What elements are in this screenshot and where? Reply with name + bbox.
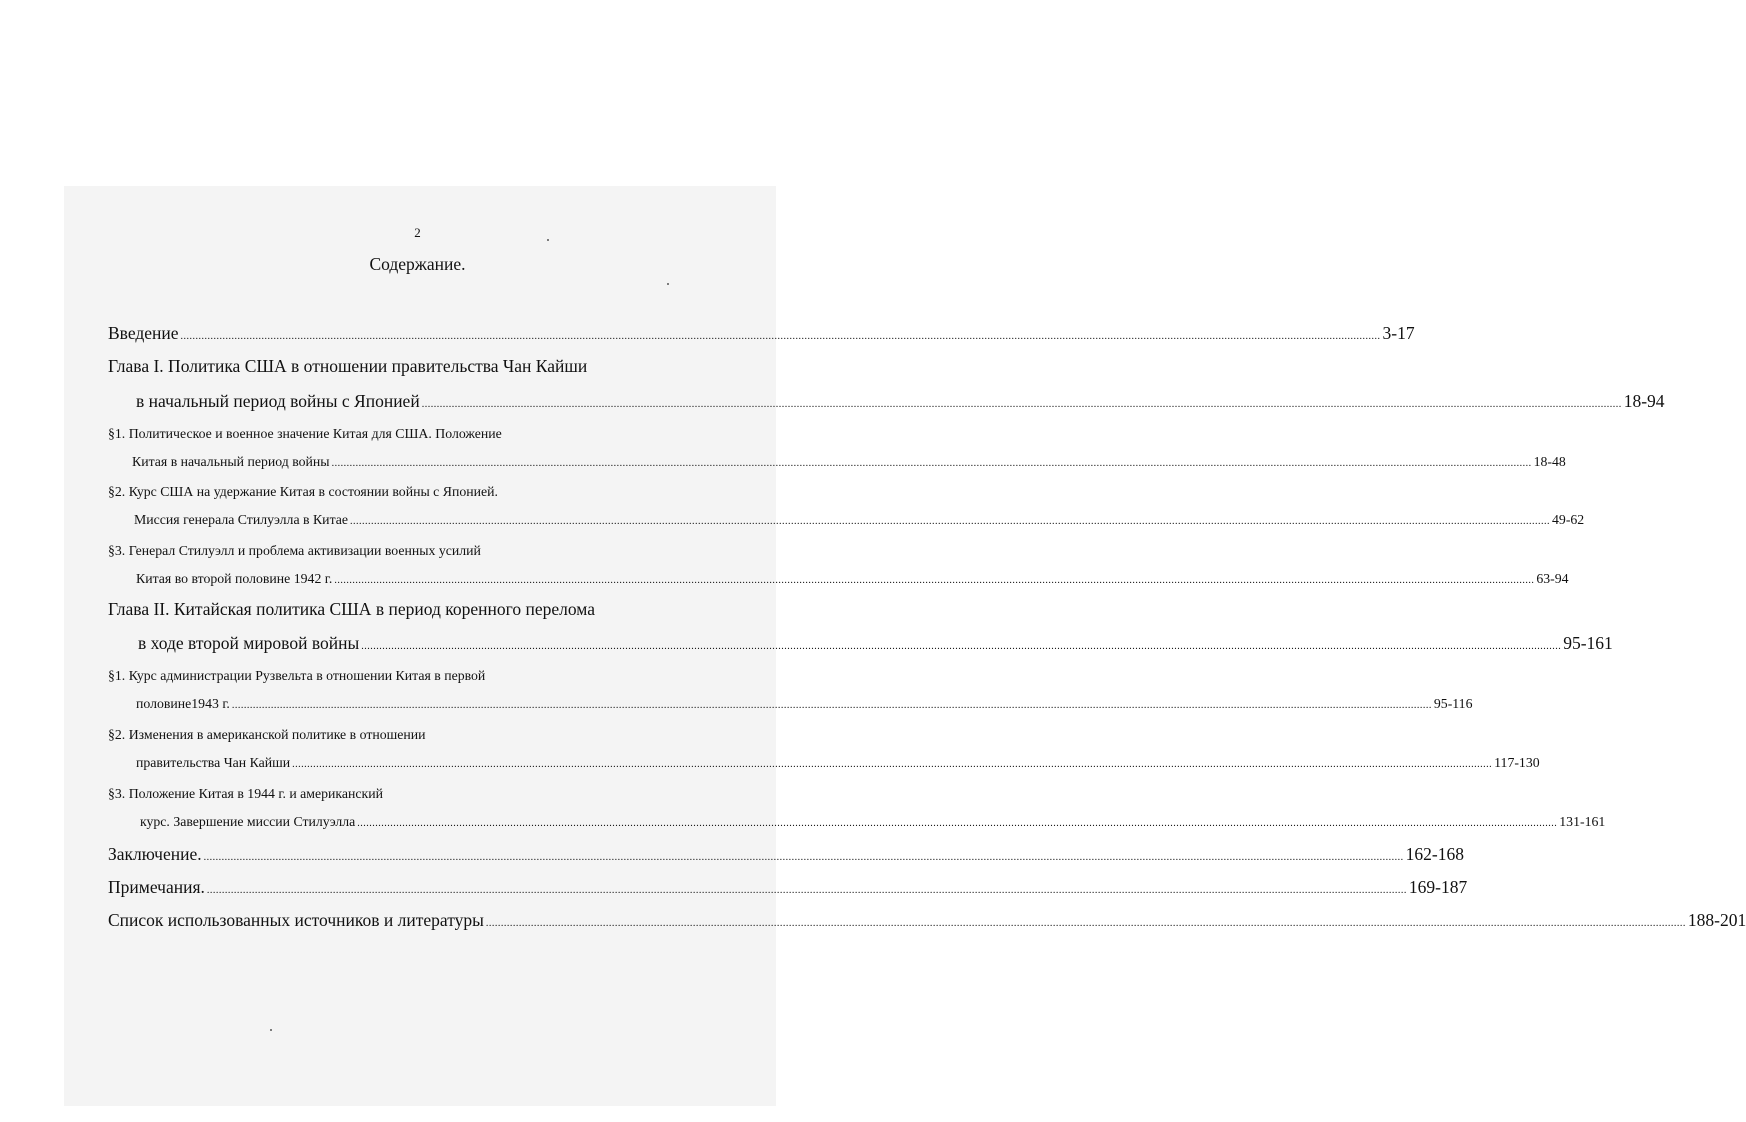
toc-ch1-s2-pages: 49-62: [1552, 512, 1585, 527]
toc-leader-dots: ................................................................................................................................................................................................................................................................................................................................................................................................................: [203, 852, 1404, 863]
toc-intro-text: Введение: [108, 323, 179, 343]
toc-sources-text: Список использованных источников и литературы: [108, 910, 484, 930]
toc-ch1-s1-pages: 18-48: [1533, 454, 1566, 469]
toc-notes-pages: 169-187: [1408, 877, 1468, 897]
toc-conclusion-text: Заключение.: [108, 844, 202, 864]
toc-leader-dots: ................................................................................................................................................................................................................................................................................................................................................................................................................: [485, 918, 1686, 929]
toc-leader-dots: ................................................................................................................................................................................................................................................................................................................................................................................................................: [361, 641, 1562, 652]
toc-ch1-line2: в начальный период войны с Японией: [136, 391, 420, 411]
toc-ch2-s3-pages: 131-161: [1559, 814, 1606, 829]
scan-speck: [270, 1029, 272, 1031]
toc-intro-pages: 3-17: [1382, 323, 1415, 343]
toc-entry-intro: [108, 323, 1415, 344]
toc-ch1-s2-line1: §2. Курс США на удержание Китая в состоянии войны с Японией.: [108, 484, 498, 499]
toc-entry-ch2: [138, 633, 1613, 654]
toc-ch1-s3-pages: 63-94: [1536, 571, 1569, 586]
toc-leader-dots: ................................................................................................................................................................................................................................................................................................................................................................................................................: [331, 458, 1532, 469]
toc-entry-ch1: [136, 391, 1665, 412]
toc-leader-dots: ................................................................................................................................................................................................................................................................................................................................................................................................................: [334, 575, 1535, 586]
toc-ch2-s1-pages: 95-116: [1433, 696, 1473, 711]
toc-entry-conclusion: [108, 844, 1464, 865]
toc-conclusion-pages: 162-168: [1405, 844, 1464, 864]
toc-entry-ch1-s2: [134, 512, 1585, 528]
toc-entry-ch1-s1: [132, 454, 1566, 470]
toc-entry-ch2-s1: [136, 696, 1473, 712]
page-number: 2: [414, 225, 421, 240]
toc-ch2-s1-line1: §1. Курс администрации Рузвельта в отношении Китая в первой: [108, 668, 486, 683]
scan-speck: [547, 239, 549, 241]
toc-ch2-s3-line1: §3. Положение Китая в 1944 г. и американский: [108, 786, 384, 801]
toc-entry-sources: [108, 910, 1746, 931]
toc-ch1-s3-line1: §3. Генерал Стилуэлл и проблема активизации военных усилий: [108, 543, 481, 558]
toc-ch2-s2-line1: §2. Изменения в американской политике в отношении: [108, 727, 426, 742]
toc-entry-ch1-s3: [136, 571, 1569, 587]
toc-leader-dots: ................................................................................................................................................................................................................................................................................................................................................................................................................: [350, 516, 1551, 527]
toc-ch2-line1: Глава II. Китайская политика США в период коренного перелома: [108, 599, 595, 619]
toc-ch2-s2-pages: 117-130: [1494, 755, 1540, 770]
toc-leader-dots: ................................................................................................................................................................................................................................................................................................................................................................................................................: [421, 399, 1622, 410]
page-title: Содержание.: [369, 254, 466, 274]
toc-leader-dots: ................................................................................................................................................................................................................................................................................................................................................................................................................: [180, 331, 1381, 342]
toc-ch1-s2-line2: Миссия генерала Стилуэлла в Китае: [134, 512, 349, 527]
toc-entry-ch2-s3: [140, 814, 1606, 830]
toc-ch2-s2-line2: правительства Чан Кайши: [136, 755, 291, 770]
toc-leader-dots: ................................................................................................................................................................................................................................................................................................................................................................................................................: [231, 700, 1432, 711]
scan-speck: [667, 283, 669, 285]
toc-ch1-line1: Глава I. Политика США в отношении правительства Чан Кайши: [108, 356, 588, 376]
toc-ch1-s3-line2: Китая во второй половине 1942 г.: [136, 571, 333, 586]
toc-ch1-pages: 18-94: [1623, 391, 1665, 411]
toc-sources-pages: 188-201: [1687, 910, 1746, 930]
toc-ch2-pages: 95-161: [1563, 633, 1613, 653]
toc-ch2-s1-line2: половине1943 г.: [136, 696, 230, 711]
toc-leader-dots: ................................................................................................................................................................................................................................................................................................................................................................................................................: [206, 885, 1407, 896]
toc-entry-ch2-s2: [136, 755, 1540, 771]
toc-leader-dots: ................................................................................................................................................................................................................................................................................................................................................................................................................: [357, 818, 1558, 829]
toc-ch2-line2: в ходе второй мировой войны: [138, 633, 360, 653]
toc-ch1-s1-line1: §1. Политическое и военное значение Китая для США. Положение: [108, 426, 502, 441]
toc-notes-text: Примечания.: [108, 877, 205, 897]
toc-leader-dots: ................................................................................................................................................................................................................................................................................................................................................................................................................: [292, 759, 1493, 770]
toc-ch1-s1-line2: Китая в начальный период войны: [132, 454, 330, 469]
toc-entry-notes: [108, 877, 1468, 898]
toc-ch2-s3-line2: курс. Завершение миссии Стилуэлла: [140, 814, 356, 829]
